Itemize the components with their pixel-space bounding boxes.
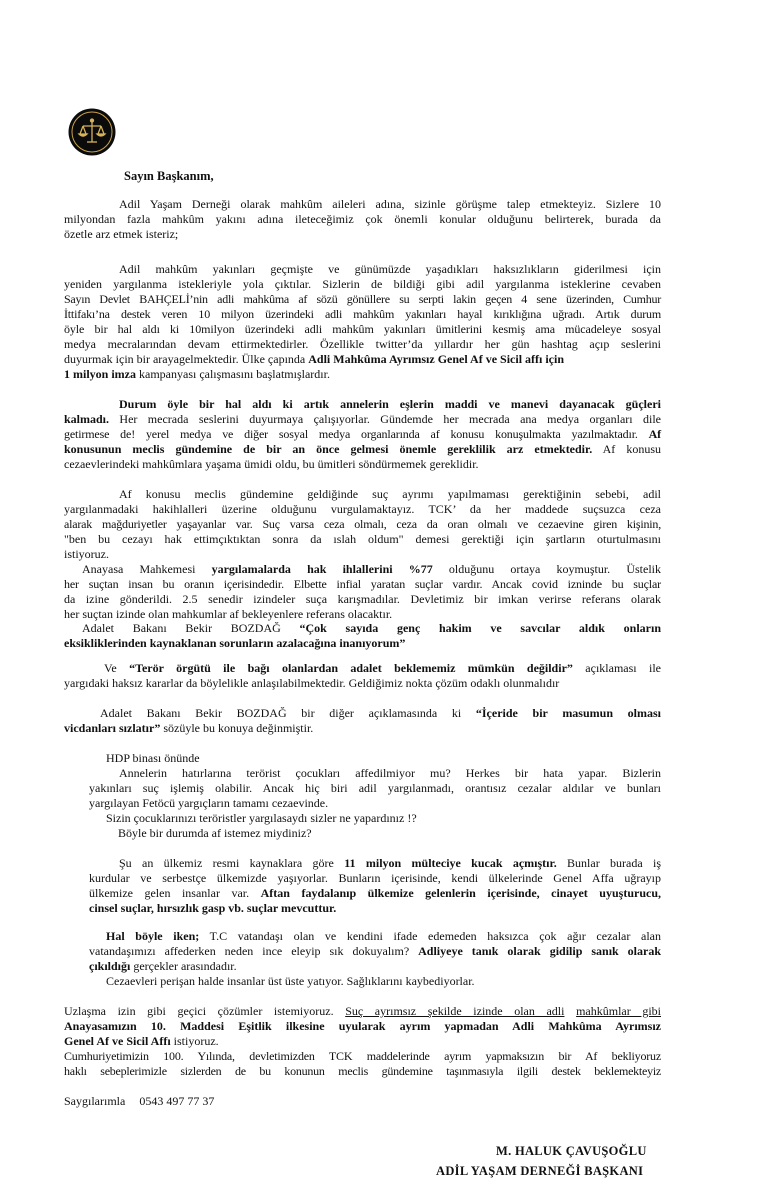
- salutation: Sayın Başkanım,: [124, 169, 214, 183]
- text-line: Af konusu meclis gündemine geldiğinde suç ayrımı yapılmaması gerektiğinin sebebi, adil: [119, 487, 661, 501]
- text-line: kurdular ve serbestçe ülkemizde yaşıyorlar. Bunların içerisinde, kendi ülkelerinde Genel Affa uğrayıp: [89, 871, 661, 885]
- text-line: Adil mahkûm yakınları geçmişte ve günümüzde yaşadıkları haksızlıkların giderilmesi için: [119, 262, 661, 276]
- text-line: Uzlaşma izin gibi geçici çözümler istemiyoruz. Suç ayrımsız şekilde izinde olan adli mahkûmlar gibi: [64, 1004, 661, 1018]
- text-line: yeniden yargılanma istekleriyle yola çıktılar. Sizlerin de bildiği gibi adil yargılanma isteklerine cevaben: [64, 277, 661, 291]
- text-line: "ben bu cezayı hak ettimçıktıktan sonra da ıslah oldum" demesi gerektiği için şartların oturtulmasını: [64, 532, 661, 546]
- text-line: medya mecralarından devam ettirmektedirler. Özellikle twitter’da yıllardır her gün hashtag açıp seslerini: [64, 337, 661, 351]
- signature-title: ADİL YAŞAM DERNEĞİ BAŞKANI: [436, 1164, 644, 1178]
- text-line: Genel Af ve Sicil Affı istiyoruz.: [64, 1034, 219, 1048]
- text-line: öyle bir hal aldı ki 10milyon üzerindeki adli mahkûm yakınları ümitlerini kesmiş ama mücadeleye sosyal: [64, 322, 661, 336]
- text-line: her suçtan insan bu oranın içerisindedir. Elbette infial yaratan suçlar vardır. Ancak covid izninde bu suçlar: [64, 577, 661, 591]
- text-line: duyurmak için bir arayagelmektedir. Ülke çapında Adli Mahkûma Ayrımsız Genel Af ve Sicil affı için: [64, 352, 565, 366]
- text-line: getirmese de! yerel medya ve diğer sosyal medya organlarında af konusu konuşulmakta yazılmaktadır. Af: [64, 427, 661, 441]
- text-line: eksikliklerinden kaynaklanan sorunların azalacağına inanıyorum”: [64, 636, 406, 650]
- text-line: Hal böyle iken; T.C vatandaşı olan ve kendini ifade edemeden haksızca çok ağır cezalar alan: [106, 929, 661, 943]
- text-line: alarak mağduriyetler yaşayanlar var. Suç varsa ceza olmalı, ceza da oran olmalı ve cezaevine giren kişinin,: [64, 517, 661, 531]
- text-line: kalmadı. Her mecrada seslerini duyurmaya çalışıyorlar. Gündemde her mecrada ana medya organları dile: [64, 412, 661, 426]
- text-line: da izine gönderildi. 2.5 senedir izindeler suça karışmadılar. Devletimiz bir imkan verirse referans olarak: [64, 592, 661, 606]
- text-line: Anayasa Mahkemesi yargılamalarda hak ihlallerini %77 olduğunu ortaya koymuştur. Üstelik: [82, 562, 661, 576]
- closing: [64, 1094, 214, 1109]
- text-line: haklı sebeplerimizle sizlerden de bu konunun meclis gündemine taşınmasıyla ilgili destek beklemekteyiz: [64, 1064, 661, 1078]
- text-line: özetle arz etmek isteriz;: [64, 227, 179, 241]
- scales-of-justice-logo: [68, 108, 116, 156]
- text-line: milyondan fazla mahkûm yakını adına ileteceğimiz çok önemli konular olduğunu belirterek, burada da: [64, 212, 661, 226]
- phone-number: 0543 497 77 37: [139, 1094, 215, 1108]
- text-line: yargılayan Fetöcü yargıçların tamamı cezaevinde.: [89, 796, 329, 810]
- text-line: çıkıldığı gerçekler arasındadır.: [89, 959, 237, 973]
- text-line: Sayın Devlet BAHÇELİ’nin adli mahkûma af sözü gönüllere su serpti lakin geçen 4 sene üzerinden, Cumhur: [64, 292, 661, 306]
- text-line: Cumhuriyetimizin 100. Yılında, devletimizden TCK maddelerinde ayrım yapmaksızın bir Af bekliyoruz: [64, 1049, 661, 1063]
- text-line: Cezaevleri perişan halde insanlar üst üste yatıyor. Sağlıklarını kaybediyorlar.: [106, 974, 475, 988]
- text-line: Adalet Bakanı Bekir BOZDAĞ bir diğer açıklamasında ki “İçeride bir masumun olması: [100, 706, 661, 720]
- text-line: Durum öyle bir hal aldı ki artık annelerin eşlerin maddi ve manevi dayanacak güçleri: [119, 397, 661, 411]
- closing-text: Saygılarımla: [64, 1094, 126, 1108]
- signature-name: M. HALUK ÇAVUŞOĞLU: [496, 1144, 647, 1158]
- text-line: cezaevlerindeki mahkûmlara yaşama ümidi oldu, bu ümitleri söndürmemek gereklidir.: [64, 457, 479, 471]
- text-line: Böyle bir durumda af istemez miydiniz?: [118, 826, 312, 840]
- text-line: ülkemize gelen insanlar var. Aftan faydalanıp ülkemize gelenlerin içerisinde, cinayet uyuşturucu,: [89, 886, 661, 900]
- text-line: İttifakı’na destek veren 10 milyon üzerindeki adli mahkûm yakınları hayal kırıklığına uğradı. Artık durum: [64, 307, 661, 321]
- text-line: 1 milyon imza kampanyası çalışmasını başlatmışlardır.: [64, 367, 330, 381]
- text-line: Annelerin hatırlarına terörist çocukları affedilmiyor mu? Herkes bir hata yapar. Bizlerin: [119, 766, 661, 780]
- text-line: vatandaşımızı affederken neden ince eleyip sık dokuyalım? Adliyeye tanık olarak gidilip sanık olarak: [89, 944, 662, 958]
- text-line: vicdanları sızlatır” sözüyle bu konuya değinmiştir.: [64, 721, 314, 735]
- text-line: yakınları suç işlemiş olabilir. Ancak hiç biri adil yargılanmadı, orantısız cezalar aldılar ve bunları: [89, 781, 661, 795]
- text-line: istiyoruz.: [64, 547, 109, 561]
- text-line: Şu an ülkemiz resmi kaynaklara göre 11 milyon mülteciye kucak açmıştır. Bunlar burada iş: [119, 856, 662, 870]
- text-line: yargılanmadaki hakihlalleri üzerine olduğunu vurgulamaktayız. TCK’ da her maddede suçsuzca ceza: [64, 502, 661, 516]
- text-line: yargıdaki haksız kararlar da böylelikle anlaşılabilmektedir. Geldiğimiz nokta çözüm odaklı olunmalıdır: [64, 676, 560, 690]
- text-line: konusunun meclis gündemine de bir an önce gelmesi önemle gereklilik arz etmektedir. Af konusu: [64, 442, 662, 456]
- text-line: Adalet Bakanı Bekir BOZDAĞ “Çok sayıda genç hakim ve savcılar aldık onların: [82, 621, 661, 635]
- text-line: HDP binası önünde: [106, 751, 200, 765]
- text-line: Adil Yaşam Derneği olarak mahkûm aileleri adına, sizinle görüşme talep etmekteyiz. Sizlere 10: [119, 197, 661, 211]
- text-line: cinsel suçlar, hırsızlık gasp vb. suçlar mevcuttur.: [89, 901, 337, 915]
- text-line: Ve “Terör örgütü ile bağı olanlardan adalet beklememiz mümkün değildir” açıklaması ile: [104, 661, 661, 675]
- text-line: her suçtan izinde olan mahkumlar af bekleyenlere referans olacaktır.: [64, 607, 393, 621]
- text-line: Sizin çocuklarınızı teröristler yargılasaydı sizler ne yapardınız !?: [106, 811, 417, 825]
- text-line: Anayasamızın 10. Maddesi Eşitlik ilkesine uyularak ayrım yapmadan Adli Mahkûma Ayrımsız: [64, 1019, 661, 1033]
